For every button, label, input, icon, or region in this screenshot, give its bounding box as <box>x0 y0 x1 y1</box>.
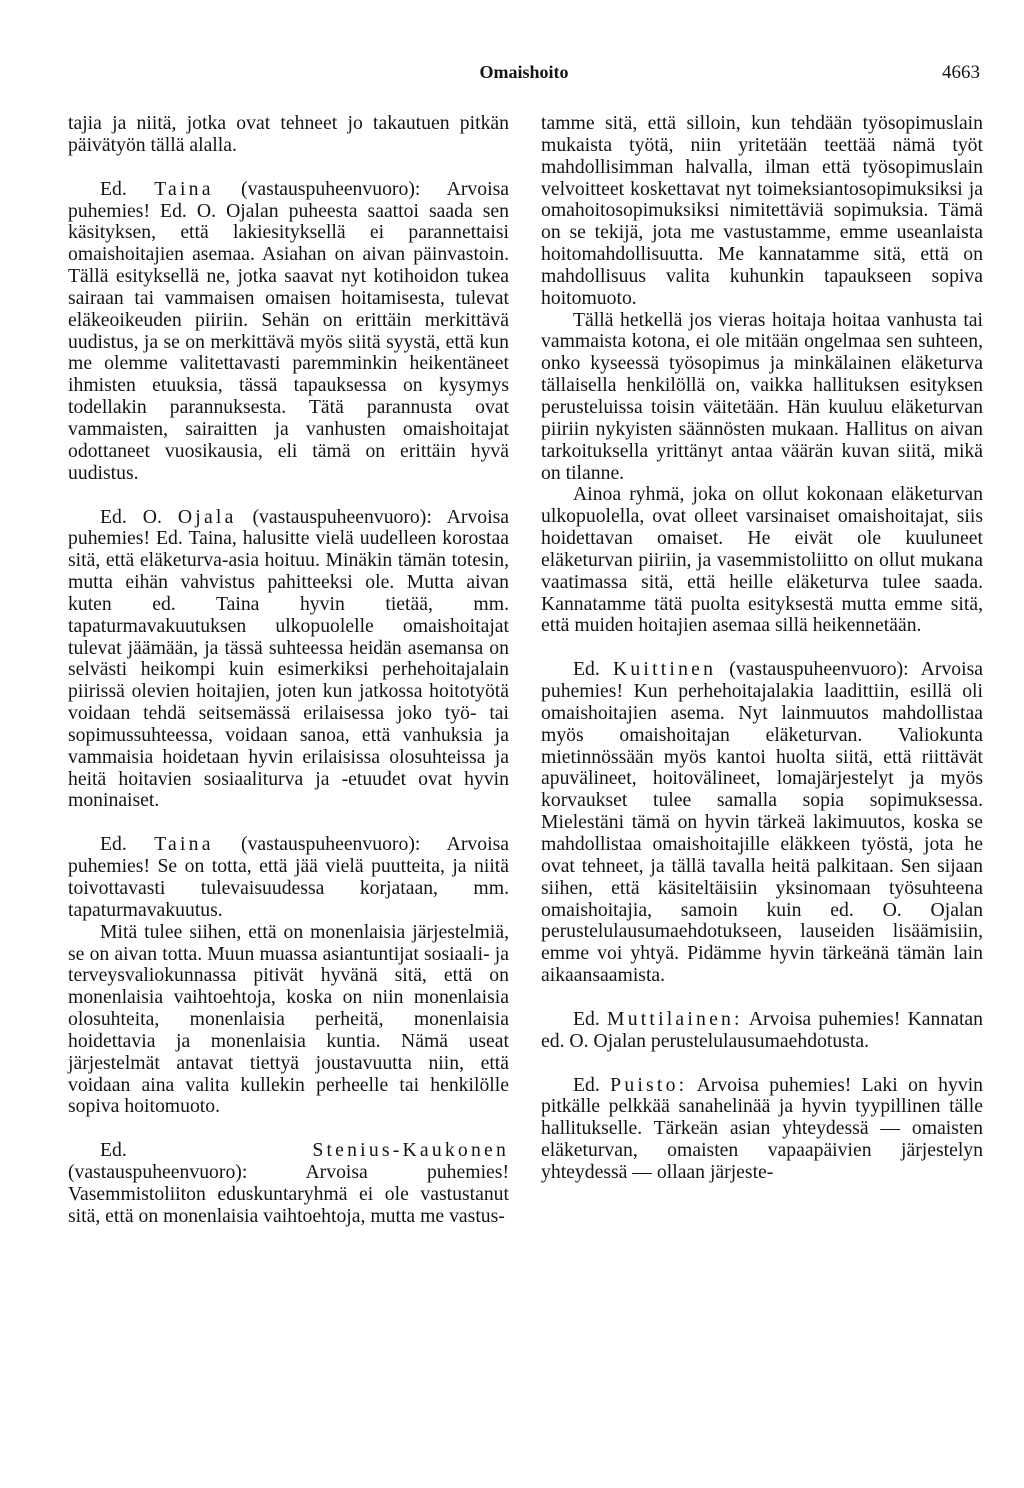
right-column <box>541 113 983 1184</box>
speech-paragraph <box>68 834 509 921</box>
page-number: 4663 <box>942 62 980 83</box>
speaker-prefix: Ed. <box>100 177 127 200</box>
speech-paragraph <box>541 1075 983 1184</box>
paragraph: Tällä hetkellä jos vieras hoitaja hoitaa vanhusta tai vammaista kotona, ei ole mitään ongelmaa sen suhteen, onko kyseessä työsopimus ja minkälainen eläketurva tällaisella henkilöllä on, vaikka hallituksen esityksen perusteluissa toisin väitetään. Hän kuuluu eläketurvan piiriin nykyisten säännösten mukaan. Hallitus on aivan tarkoituksella yrittänyt antaa väärän kuvan siitä, mikä on tilanne. <box>541 308 983 484</box>
running-header <box>68 62 980 88</box>
paragraph: Mitä tulee siihen, että on monenlaisia järjestelmiä, se on aivan totta. Muun muassa asiantuntijat sosiaali- ja terveysvaliokunnassa pitivät hyvänä sitä, että on monenlaisia vaihtoehtoja, koska on niin monenlaisia olosuhteita, monenlaisia perheitä, monenlaisia hoidettavia ja monenlaisia kuntia. Nämä useat järjestelmät antavat tiettyä joustavuutta niin, että voidaan aina valita kullekin perheelle tai henkilölle sopiva hoitomuoto. <box>68 920 509 1118</box>
speaker-name: Puisto: <box>610 1073 688 1096</box>
speech-text: (vastauspuheenvuoro): Arvoisa puhemies! Se on totta, että jää vielä puutteita, ja niitä toivottavasti tulevaisuudessa korjataan, mm. tapaturmavakuutus. <box>68 833 509 921</box>
speaker-prefix: Ed. <box>100 1139 127 1162</box>
speech-text: Arvoisa puhemies! Laki on hyvin pitkälle pelkkää sanahelinää ja hyvin tyypillinen tälle hallitukselle. Tärkeän asian yhteydessä — omaisten eläketurvan, omaisten vapaapäivien järjestelyn yhteydessä — ollaan järjeste- <box>541 1073 984 1183</box>
left-column <box>68 113 509 1228</box>
speaker-name: Ojala <box>177 505 237 528</box>
speaker-name: Taina <box>154 177 214 200</box>
speech-paragraph <box>68 507 509 813</box>
paragraph: tajia ja niitä, jotka ovat tehneet jo takautuen pitkän päivätyön tällä alalla. <box>68 112 509 156</box>
speech-paragraph <box>541 659 983 987</box>
paragraph: tamme sitä, että silloin, kun tehdään työsopimuslain mukaista työtä, niin yritetään teettää nämä työt mahdollisimman halvalla, ilman että työsopimuslain velvoitteet koskettavat nyt toimeksiantosopimuksiksi ja omahoitosopimuksiksi nimitettäviä sopimuksia. Tämä on se tekijä, jota me vastustamme, emme useanlaista hoitomahdollisuutta. Me kannatamme sitä, että on mahdollisuus valita kuhunkin tapaukseen sopiva hoitomuoto. <box>541 112 983 309</box>
speaker-name: Muttilainen: <box>607 1007 743 1030</box>
speech-text: (vastauspuheenvuoro): Arvoisa puhemies! Vasemmistoliiton eduskuntaryhmä ei ole vastustanut sitä, että on monenlaisia vaihtoehtoja, mutta me vastus- <box>68 1161 509 1227</box>
speaker-prefix: Ed. O. <box>100 505 162 528</box>
speaker-name: Stenius-Kaukonen <box>312 1139 509 1162</box>
speaker-prefix: Ed. <box>573 1073 600 1096</box>
speaker-name: Taina <box>154 833 214 856</box>
speech-text: (vastauspuheenvuoro): Arvoisa puhemies! Ed. O. Ojalan puheesta saattoi saada sen käsityksen, että lakiesityksellä ei parannettaisi omaishoitajien asemaa. Asiahan on aivan päinvastoin. Tällä esityksellä ne, jotka saavat nyt kotihoidon tukea sairaan tai vammaisen omaisen hoitamisesta, tulevat eläkeoikeuden piiriin. Sehän on erittäin merkittävä uudistus, ja se on merkittävä myös siitä syystä, että kun me olemme valitettavasti paremminkin heikentäneet ihmisten etuuksia, tässä tapauksessa on kysymys todellakin parannuksesta. Tätä parannusta ovat vammaisten, sairaitten ja vanhusten omaishoitajat odottaneet vuosikausia, eli tämä on erittäin hyvä uudistus. <box>68 177 509 484</box>
speech-text: (vastauspuheenvuoro): Arvoisa puhemies! Ed. Taina, halusitte vielä uudelleen korostaa sitä, että eläketurva-asia hoituu. Minäkin tämän totesin, mutta eihän vahvistus pahitteeksi ole. Mutta aivan kuten ed. Taina hyvin tietää, mm. tapaturmavakuutuksen ulkopuolelle omaishoitajat tulevat jäämään, ja tässä suhteessa heidän asemansa on selvästi heikompi kuin esimerkiksi perhehoitajalain piirissä olevien hoitajien, joten kun jatkossa hoitotyötä voidaan tehdä seitsemässä erilaisessa joko työ- tai sopimussuhteessa, voidaan sanoa, että vanhuksia ja vammaisia hoidetaan hyvin erilaisissa olosuhteissa ja heitä hoitavien sosiaaliturva ja -etuudet ovat hyvin moninaiset. <box>68 505 510 812</box>
speaker-prefix: Ed. <box>100 833 127 856</box>
speaker-prefix: Ed. <box>573 658 600 681</box>
page-title: Omaishoito <box>479 62 569 82</box>
speaker-name: Kuittinen <box>612 658 717 681</box>
speaker-prefix: Ed. <box>573 1007 600 1030</box>
paragraph: Ainoa ryhmä, joka on ollut kokonaan eläketurvan ulkopuolella, ovat olleet varsinaiset omaishoitajat, siis hoidettavan omaiset. He eivät ole kuuluneet eläketurvan piiriin, ja vasemmistoliitto on ollut mukana vaatimassa sitä, että heille eläketurva tulee saada. Kannatamme tätä puolta esityksestä mutta emme sitä, että muiden hoitajien asemaa sillä heikennetään. <box>541 483 983 637</box>
speech-paragraph <box>68 179 509 485</box>
speech-paragraph <box>68 1140 509 1227</box>
speech-text: (vastauspuheenvuoro): Arvoisa puhemies! Kun perhehoitajalakia laadittiin, esillä oli omaishoitajien asema. Nyt lainmuutos mahdollistaa myös omaishoitajan eläketurvan. Valiokunta mietinnössään myös kantoi huolta siitä, että riittävät apuvälineet, hoitovälineet, lomajärjestelyt ja myös korvaukset tulee samalla sopia sopimuksessa. Mielestäni tämä on hyvin tärkeä lakimuutos, koska se mahdollistaa omaishoitajille eläkkeen työstä, jota he ovat tehneet, ja tällä tavalla heitä palkitaan. Sen sijaan siihen, että käsiteltäisiin yksinomaan työsuhteena omaishoitajia, samoin kuin ed. O. Ojalan perustelulausumaehdotukseen, lauseiden lisäämisiin, emme voi yhtyä. Pidämme hyvin tärkeänä tämän lain aikaansaamista. <box>541 658 983 987</box>
speech-text: Arvoisa puhemies! Kannatan ed. O. Ojalan perustelulausumaehdotusta. <box>541 1007 983 1052</box>
speech-paragraph <box>541 1009 983 1053</box>
